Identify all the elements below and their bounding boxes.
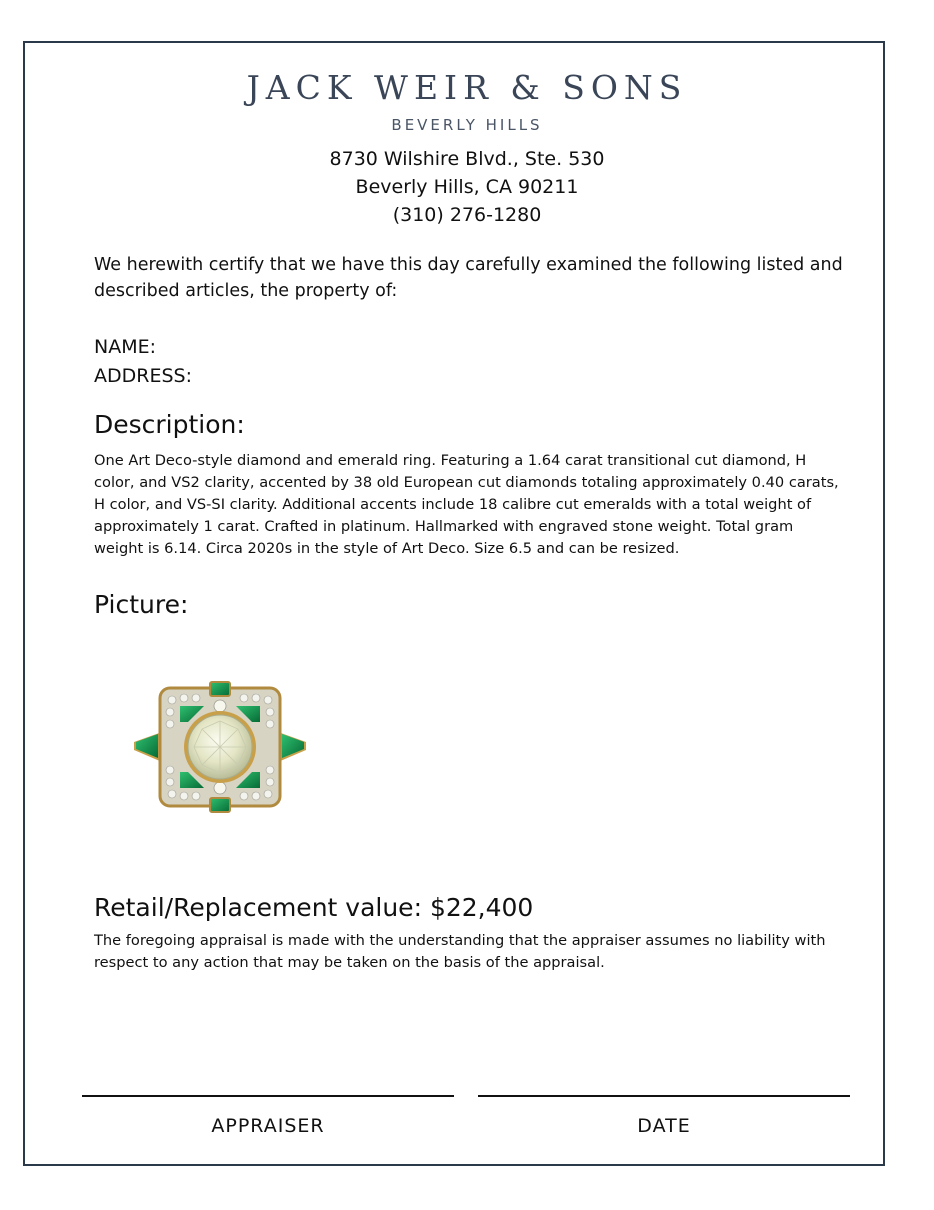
brand-location: BEVERLY HILLS — [391, 116, 543, 134]
address-line-1: 8730 Wilshire Blvd., Ste. 530 — [329, 148, 605, 170]
date-label: DATE — [637, 1115, 691, 1137]
address-line-2: Beverly Hills, CA 90211 — [355, 176, 579, 198]
appraisal-disclaimer: The foregoing appraisal is made with the understanding that the appraiser assumes no liability with respect to any action that may be taken on the basis of the appraisal. — [94, 932, 826, 971]
store-address — [0, 145, 934, 229]
description-body: One Art Deco-style diamond and emerald ring. Featuring a 1.64 carat transitional cut diamond, H color, and VS2 clarity, accented by 38 old European cut diamonds totaling approximately 0.40 carats, H color, and VS-SI clarity. Additional accents include 18 calibre cut emeralds with a total weight of approximately 1 carat. Crafted in platinum. Hallmarked with engraved stone weight. Total gram weight is 6.14. Circa 2020s in the style of Art Deco. Size 6.5 and can be resized. — [94, 452, 839, 557]
owner-fields — [94, 333, 192, 391]
date-signature-line — [478, 1095, 850, 1097]
ring-image — [128, 676, 312, 818]
ring-illustration — [128, 676, 312, 818]
address-label: ADDRESS: — [94, 365, 192, 387]
description-title: Description: — [94, 410, 245, 439]
appraiser-signature-line — [82, 1095, 454, 1097]
certification-statement: We herewith certify that we have this day carefully examined the following listed and described articles, the property of: — [94, 255, 843, 301]
brand-name: JACK WEIR & SONS — [246, 68, 688, 107]
picture-title: Picture: — [94, 590, 189, 619]
replacement-value: Retail/Replacement value: $22,400 — [94, 893, 534, 922]
name-label: NAME: — [94, 336, 157, 358]
appraiser-label: APPRAISER — [211, 1115, 325, 1137]
phone-number: (310) 276-1280 — [392, 204, 542, 226]
